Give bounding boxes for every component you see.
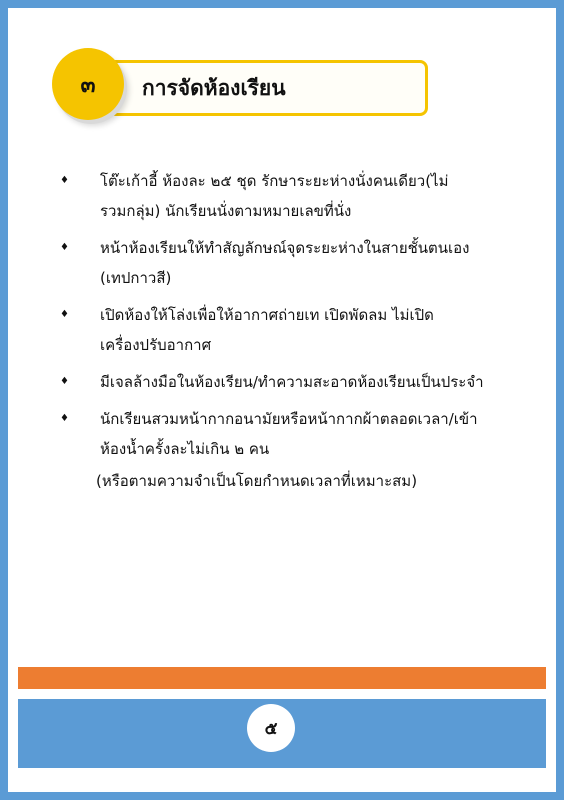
diamond-bullet-icon: ♦ — [60, 376, 69, 387]
list-item-text: ห้องน้ำครั้งละไม่เกิน ๒ คน — [100, 440, 270, 458]
list-item-text: เปิดห้องให้โล่งเพื่อให้อากาศถ่ายเท เปิดพัดลม ไม่เปิด — [100, 306, 434, 324]
list-item — [58, 367, 488, 397]
section-number-badge — [52, 48, 124, 120]
list-item-text: หน้าห้องเรียนให้ทำสัญลักษณ์จุดระยะห่างในสายชั้นตนเอง — [100, 239, 470, 257]
note-text: (หรือตามความจำเป็นโดยกำหนดเวลาที่เหมาะสม) — [96, 472, 418, 490]
bullet-list — [58, 166, 488, 471]
section-title: การจัดห้องเรียน — [142, 76, 286, 100]
list-item-text: (เทปกาวสี) — [100, 269, 172, 287]
list-item — [58, 166, 488, 226]
list-item — [58, 233, 488, 293]
list-item — [58, 300, 488, 360]
list-item-text: รวมกลุ่ม) นักเรียนนั่งตามหมายเลขที่นั่ง — [100, 202, 352, 220]
diamond-bullet-icon: ♦ — [60, 413, 69, 424]
page-number-badge — [247, 704, 295, 752]
list-item-text: เครื่องปรับอากาศ — [100, 336, 212, 354]
diamond-bullet-icon: ♦ — [60, 175, 69, 186]
orange-divider-bar — [18, 667, 546, 689]
list-item-text: มีเจลล้างมือในห้องเรียน/ทำความสะอาดห้องเรียนเป็นประจำ — [100, 373, 484, 391]
diamond-bullet-icon: ♦ — [60, 309, 69, 320]
section-number: ๓ — [80, 72, 96, 98]
list-item-text: นักเรียนสวมหน้ากากอนามัยหรือหน้ากากผ้าตลอดเวลา/เข้า — [100, 410, 478, 428]
diamond-bullet-icon: ♦ — [60, 242, 69, 253]
list-item — [58, 404, 488, 464]
list-item-text: โต๊ะเก้าอี้ ห้องละ ๒๕ ชุด รักษาระยะห่างนั่งคนเดียว(ไม่ — [100, 172, 449, 190]
page-number: ๕ — [264, 718, 278, 739]
